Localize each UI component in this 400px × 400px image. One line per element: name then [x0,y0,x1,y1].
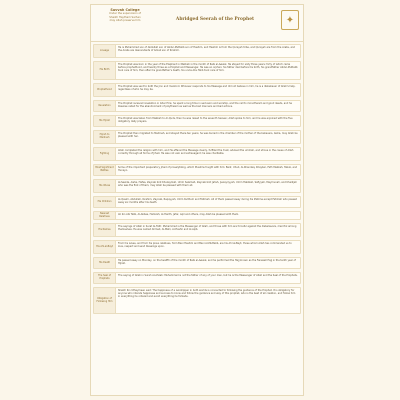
row-label: His Ahl-al-Bayt [94,241,116,253]
row-label: His Names [94,224,116,236]
row-text: Al-Qasim, Abdullah, Ibrahim, Zaynab, Ruqayyah, Umm Kulthum and Fatimah. All of them passed away during his lifetime except Fatimah who passed away six months after his death. [118,198,297,205]
table-row [93,147,301,161]
table-row [93,272,301,284]
college-line: may Allah preserve him [109,19,141,23]
college-line: Under the supervision of [109,12,141,16]
table-row [93,83,301,97]
row-text: From his wives, and from his pious relatives, from Bani Hashim and Bani Al-Muttalib, are his Ahl al-Bayt, those whom Allah has commanded us to love, respect and send blessings upon. [118,242,292,249]
page-title: Abridged Seerah of the Prophet [175,17,255,22]
row-label: Obligation of Following Him [94,288,116,313]
row-text: The sayings of Allah in Surat Al-Fath: Muhammad is the Messenger of Allah, and those with him are forceful against the disbelievers, merciful among themselves. He was named Ahmad, Al-Mahi, Al-Hashir and Al-Aqib. [118,225,297,232]
college-name: Suvvah College [110,8,140,12]
row-text: The Prophet was sent to both the jinn and mankind. Whoever responds to his Message and did not believe in him, he is a disbeliever of Allah's help, regardless of who he may be. [118,85,296,92]
row-text: Allah completed the religion with him, and He effaced the Message clearly, fulfilled the trust, advised the ummah, and strove in the cause of Allah correctly through all forms of Jihad. He was not vain and extravagant; he was charitable. [118,149,294,156]
row-text: Some of the important preparatory jihad of proselytizing, which Muslims fought with him: Badr, Uhud, Al-Khandaq, Khaybar, Fath Makkah, Tabuk, and Hunayn. [118,166,298,173]
row-label: Fighting [94,148,116,160]
table-row [93,223,301,237]
row-text: Sheikh Ibn Uthaymeen said: The happiness of a worshipper in both worlds is connected to following the guidance of the Prophet. It is obligatory for anyone who intends happiness and success to know and follow the guidance and way of this prophet, who is the best of all creation, and follow him in everything he ordered and avoid everything he forbade. [118,289,296,299]
row-text: Ali ibn Abi Talib, Al-Abbas, Hamzah, Al-Harith, Jafar, Aqil and others, may Allah be pleased with them. [118,213,239,216]
table-row [93,179,301,193]
row-label: Lineage [94,45,116,57]
table-row [93,61,301,80]
table-row [93,164,301,176]
college-block [95,9,155,23]
seerah-page [90,4,304,396]
page-header [91,5,303,42]
row-text: The saying of Allah in Surah Al-Ahzab: Muhammad is not the father of any of your men, but he is the Messenger of Allah and the Seal of the Prophets. [118,274,298,277]
row-label: Prophethood [94,84,116,96]
row-label: His Hijrah [94,116,116,126]
table-row [93,100,301,112]
row-text: Al-Sawda, Aisha, Hafsa, Zaynab bint Khuzaymah, Umm Salamah, Zaynab bint Jahsh, Juwayriyyah, Umm Habibah, Safiyyah, Maymunah, and Khadijah who was the first of them, may Allah be pleased with them all. [118,181,297,188]
college-logo-icon: ✦ [281,10,299,30]
row-text: The Prophet received revelation in Ghar Hira; he spent a long time in seclusion and worship, and the call to monotheism and good deeds, and he likewise called for the abandonment of polytheism as well as the bad manners and bad actions. [118,102,292,109]
college-line: Sheikh Haytham Sarhan [109,15,141,19]
row-text: He is Muhammad son of Abdullah son of Abdul-Muttalib son of Hashim, and Hashim is from the Quraysh tribe, and Quraysh are from the Arabs, and the Arabs are descendants of Ismail son of Ibrahim. [118,46,295,53]
seerah-table [93,44,301,317]
table-row [93,240,301,254]
table-row [93,115,301,127]
table-row [93,287,301,314]
row-label: Revelation [94,101,116,111]
table-row [93,257,301,269]
row-label: His Birth [94,62,116,79]
table-row [93,211,301,220]
row-text: The Prophet was taken from Makkah to Al-Quds, then he was raised to the seventh heaven; Allah spoke to him, and he was enjoined with the five obligatory daily prayers. [118,117,293,124]
row-label: His Death [94,258,116,268]
table-row [93,130,301,144]
row-label: Most Significant Battles [94,165,116,175]
row-label: Hijrah to Madinah [94,131,116,143]
table-row [93,44,301,58]
table-row [93,196,301,208]
row-label: Nearest Relatives [94,212,116,219]
row-text: The Prophet was born in the year of the Elephant in Makkah in the month of Rabi al-Awwal. He stayed for sixty three years: forty of which came before prophethood, and twenty three as a Prophet and Messenger. He was an orphan: his father died before his birth, his grandfather Abdul-Muttalib took care of him, then after his grandfather's death, his uncle Abu Talib took care of him. [118,63,298,73]
row-text: The Prophet then migrated to Madinah, and stayed there ten years; he was buried in the chamber of the mother of the believers, Aisha, may Allah be pleased with her. [118,132,298,139]
row-label: The Seal of Prophets [94,273,116,283]
row-label: His Wives [94,180,116,192]
row-text: He passed away on Monday, on the twelfth of the month of Rabi al-Awwal, and he performed the Hajj known as the Farewell Hajj in the tenth year of Hijrah. [118,259,296,266]
row-label: His Children [94,197,116,207]
